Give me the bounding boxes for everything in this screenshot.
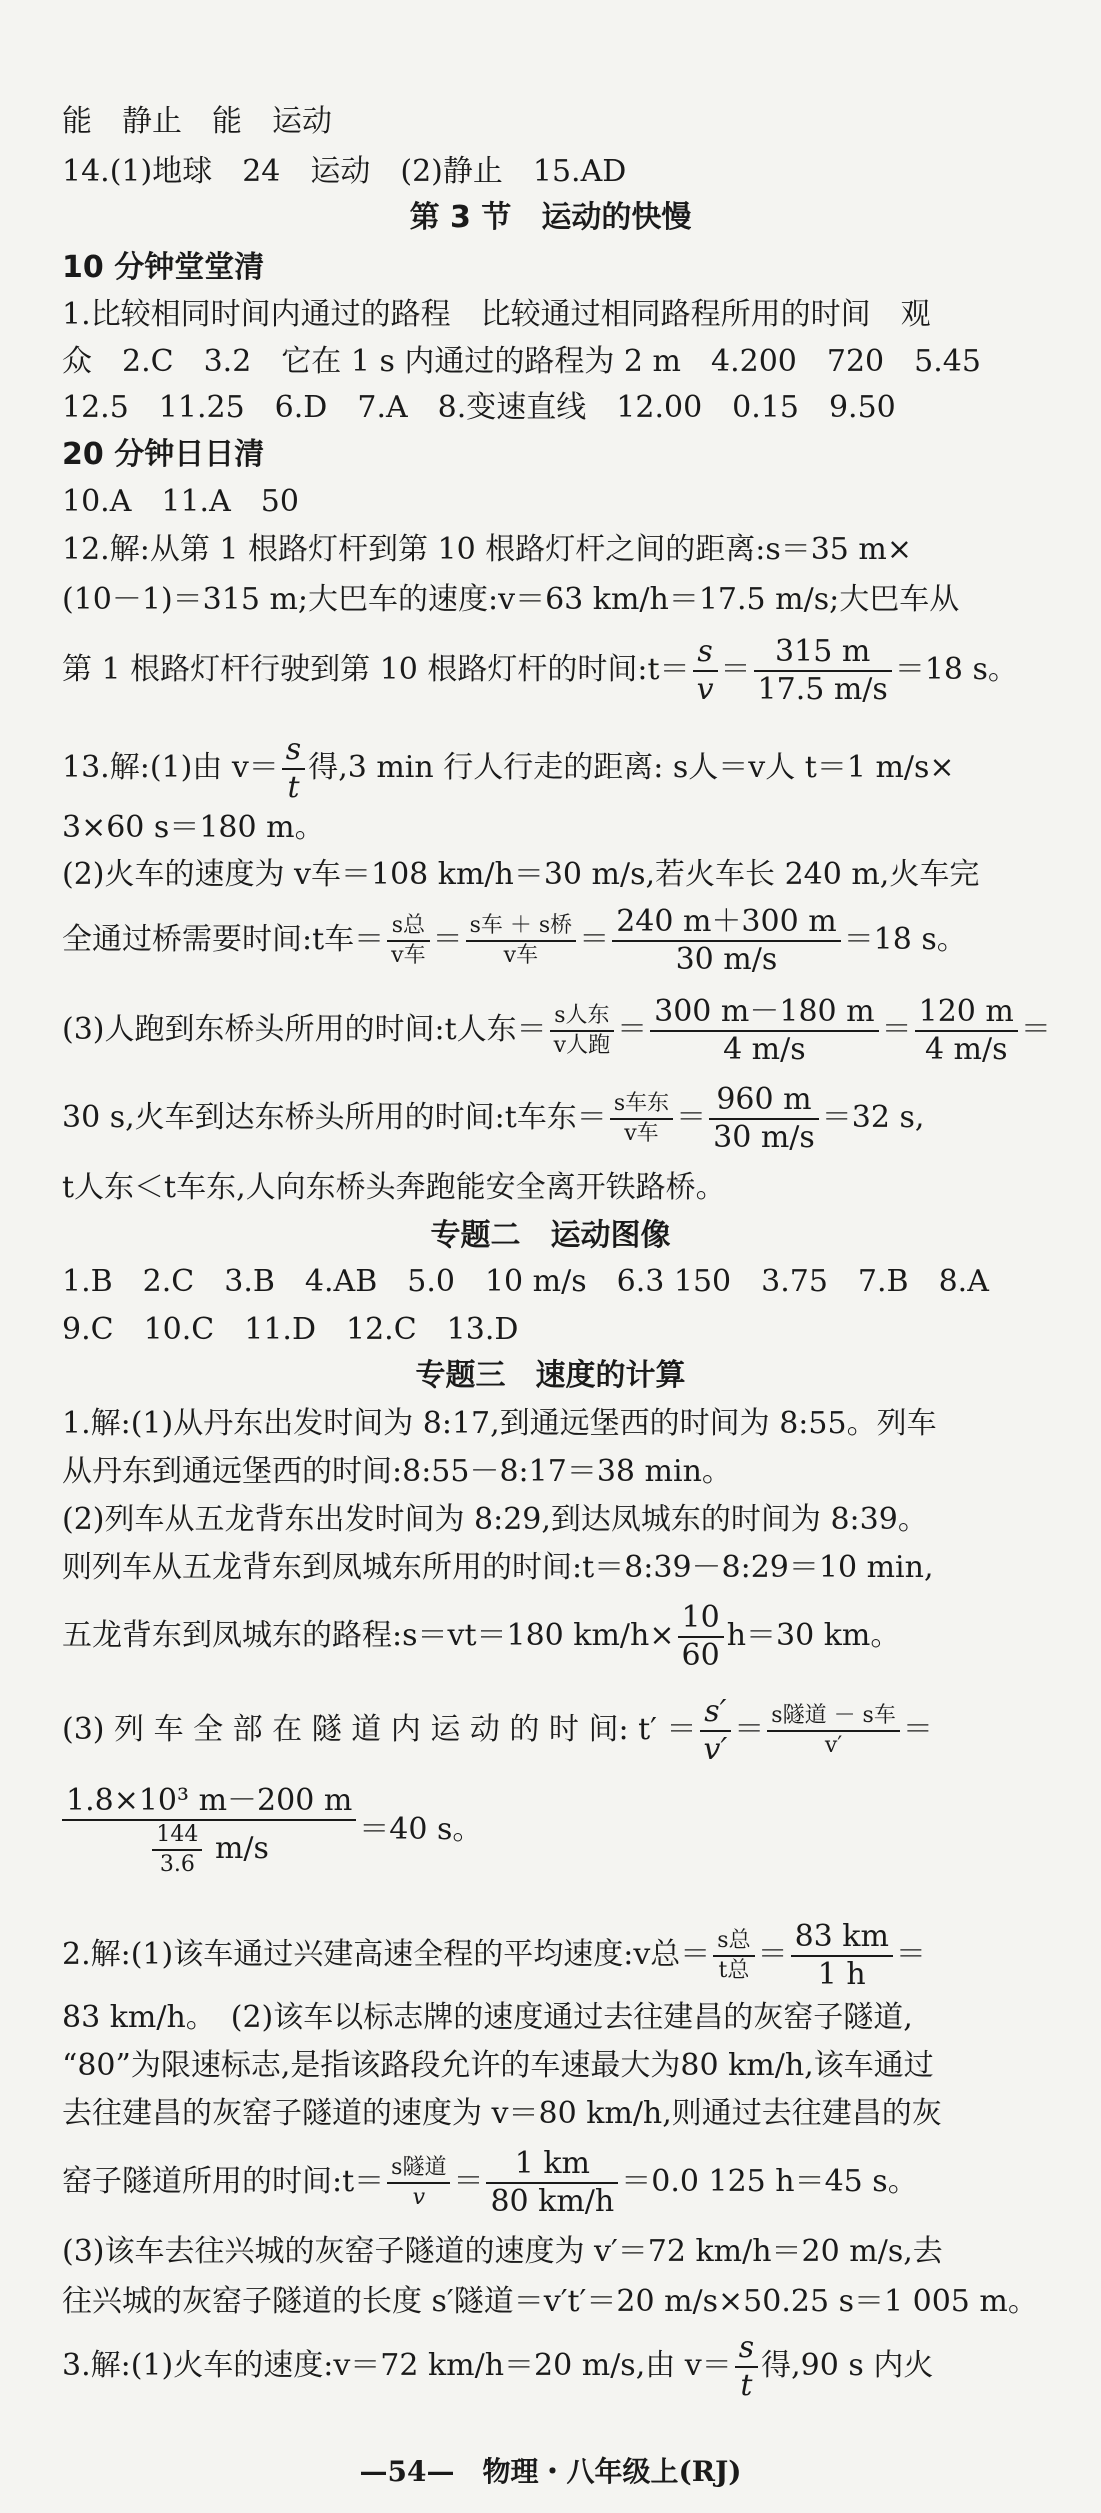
numerator: s车东 xyxy=(610,1090,673,1120)
numerator: s车 ＋ s桥 xyxy=(466,912,577,942)
text-span: ＝0.0 125 h＝45 s。 xyxy=(621,2164,918,2199)
text-line: 83 km/h。 (2)该车以标志牌的速度通过去往建昌的灰窑子隧道, xyxy=(62,2000,913,2035)
section-heading: 第 3 节 运动的快慢 xyxy=(409,200,692,235)
denominator: t xyxy=(287,770,300,805)
formula-line: 窑子隧道所用的时间:t＝ $\frac{\text{s隧道}}{v}$ ＝ $\frac{1 km}{80 km/h}$ ＝0.0 125 h＝45 s。 xyxy=(62,2146,918,2219)
text-line: (2)列车从五龙背东出发时间为 8:29,到达凤城东的时间为 8:39。 xyxy=(62,1502,928,1537)
text-line: 去往建昌的灰窑子隧道的速度为 v＝80 km/h,则通过去往建昌的灰 xyxy=(62,2096,942,2131)
text-line: 12.5 11.25 6.D 7.A 8.变速直线 12.00 0.15 9.50 xyxy=(62,390,896,425)
denominator: 4 m/s xyxy=(924,1032,1008,1067)
text-line: “80”为限速标志,是指该路段允许的车速最大为80 km/h,该车通过 xyxy=(62,2048,934,2083)
section-heading: 专题二 运动图像 xyxy=(430,1218,671,1253)
denominator: 4 m/s xyxy=(723,1032,806,1067)
formula-line: (3)人跑到东桥头所用的时间:t人东＝ $\frac{\text{s人东}}{\text{v人跑}}$ ＝ $\frac{300 m-180 m}{4 m/s}$ ＝ $\frac{120 m}{4 m/s}$ ＝ xyxy=(62,994,1051,1067)
unit: m/s xyxy=(214,1831,269,1866)
numerator: 1.8×10³ m－200 m xyxy=(62,1783,356,1821)
fraction xyxy=(791,1919,893,1993)
text-span: 五龙背东到凤城东的路程:s＝vt＝180 km/h× xyxy=(62,1618,675,1653)
numerator: s总 xyxy=(387,912,429,942)
text-line: 3×60 s＝180 m。 xyxy=(62,810,325,845)
denominator: 17.5 m/s xyxy=(757,672,888,707)
formula-line: 第 1 根路灯杆行驶到第 10 根路灯杆的时间:t＝ $\frac{s}{v}$ ＝ $\frac{315 m}{17.5 m/s}$ ＝18 s。 xyxy=(62,634,1018,707)
fraction xyxy=(466,912,577,970)
text-line: 能 静止 能 运动 xyxy=(62,104,332,139)
numerator: s人东 xyxy=(550,1002,614,1032)
denominator: t总 xyxy=(718,1958,750,1983)
text-line: 1.解:(1)从丹东出发时间为 8:17,到通远堡西的时间为 8:55。列车 xyxy=(62,1406,937,1441)
subheading: 20 分钟日日清 xyxy=(62,437,265,472)
text-line: 从丹东到通远堡西的时间:8:55－8:17＝38 min。 xyxy=(62,1454,732,1489)
numerator: 144 xyxy=(152,1821,202,1851)
text-span: ＝18 s。 xyxy=(843,922,967,957)
numerator: s隧道 xyxy=(387,2154,450,2184)
compound-fraction xyxy=(62,1783,356,1879)
formula-line: 2.解:(1)该车通过兴建高速全程的平均速度:v总＝ $\frac{\text{s总}}{\text{t总}}$ ＝ $\frac{83 km}{1 h}$ ＝ xyxy=(62,1919,926,1992)
denominator: v′ xyxy=(824,1733,843,1758)
fraction xyxy=(693,634,718,708)
text-span: 窑子隧道所用的时间:t＝ xyxy=(62,2164,385,2199)
fraction xyxy=(486,2146,618,2220)
fraction xyxy=(387,912,429,970)
denominator: v′ xyxy=(703,1732,728,1767)
text-line: 则列车从五龙背东到凤城东所用的时间:t＝8:39－8:29＝10 min, xyxy=(62,1550,934,1585)
formula-line: 全通过桥需要时间:t车＝ $\frac{\text{s总}}{\text{v车}}$ ＝ $\frac{\text{s车 ＋ s桥}}{\text{v车}}$ ＝ $\frac{240 m+300 m}{30 m/s}$ ＝18 s。 xyxy=(62,904,967,977)
text-span: (3)人跑到东桥头所用的时间:t人东＝ xyxy=(62,1012,547,1047)
numerator: s xyxy=(735,2330,758,2368)
fraction xyxy=(735,2330,758,2404)
fraction xyxy=(709,1082,819,1156)
text-span: 2.解:(1)该车通过兴建高速全程的平均速度:v总＝ xyxy=(62,1937,711,1972)
denominator: v车 xyxy=(624,1121,659,1146)
text-line: 往兴城的灰窑子隧道的长度 s′隧道＝v′t′＝20 m/s×50.25 s＝1 005 m。 xyxy=(62,2284,1038,2319)
fraction xyxy=(282,732,305,806)
text-span: h＝30 km。 xyxy=(726,1618,901,1653)
text-span: 第 1 根路灯杆行驶到第 10 根路灯杆的时间:t＝ xyxy=(62,652,690,687)
denominator: v车 xyxy=(391,943,426,968)
formula-line: 30 s,火车到达东桥头所用的时间:t车东＝ $\frac{\text{s车东}}{\text{v车}}$ ＝ $\frac{960 m}{30 m/s}$ ＝32 s, xyxy=(62,1082,925,1155)
numerator: 1 km xyxy=(486,2146,618,2184)
subheading: 10 分钟堂堂清 xyxy=(62,250,265,285)
formula-line xyxy=(62,2326,1071,2406)
numerator: s′ xyxy=(700,1694,732,1732)
text-span: ＝40 s。 xyxy=(359,1812,483,1847)
numerator: 300 m－180 m xyxy=(650,994,879,1032)
formula-line xyxy=(62,728,1071,808)
text-line: t人东＜t车东,人向东桥头奔跑能安全离开铁路桥。 xyxy=(62,1170,726,1205)
text-span: ＝18 s。 xyxy=(894,652,1018,687)
denominator: v xyxy=(696,672,714,707)
numerator: 10 xyxy=(678,1600,724,1638)
denominator: 3.6 xyxy=(159,1852,195,1877)
text-line: 10.A 11.A 50 xyxy=(62,484,299,519)
denominator: t xyxy=(740,2368,753,2403)
fraction xyxy=(550,1002,614,1060)
denominator xyxy=(62,1821,356,1879)
text-line: 众 2.C 3.2 它在 1 s 内通过的路程为 2 m 4.200 720 5.45 xyxy=(62,344,981,379)
text-span: 得,3 min 行人行走的距离: s人＝v人 t＝1 m/s× xyxy=(308,750,955,785)
fraction xyxy=(610,1090,673,1148)
text-span: 30 s,火车到达东桥头所用的时间:t车东＝ xyxy=(62,1100,607,1135)
fraction xyxy=(713,1927,754,1985)
fraction xyxy=(767,1702,900,1760)
fraction xyxy=(650,994,879,1068)
page-footer: —54— 物理・八年级上(RJ) xyxy=(359,2455,742,2488)
text-span: ＝32 s, xyxy=(821,1100,925,1135)
text-span: 得,90 s 内火 xyxy=(761,2348,934,2383)
numerator: 120 m xyxy=(915,994,1018,1032)
numerator: 83 km xyxy=(791,1919,893,1957)
text-line: 1.B 2.C 3.B 4.AB 5.0 10 m/s 6.3 150 3.75 7.B 8.A xyxy=(62,1264,989,1299)
numerator: 960 m xyxy=(709,1082,819,1120)
text-span: (3) 列 车 全 部 在 隧 道 内 运 动 的 时 间: t′ ＝ xyxy=(62,1712,697,1747)
text-line: (10－1)＝315 m;大巴车的速度:v＝63 km/h＝17.5 m/s;大巴车从 xyxy=(62,582,960,617)
denominator: 1 h xyxy=(817,1957,866,1992)
fraction xyxy=(387,2154,450,2212)
denominator: 80 km/h xyxy=(490,2184,615,2219)
fraction xyxy=(612,904,841,978)
text-span: 全通过桥需要时间:t车＝ xyxy=(62,922,385,957)
formula-line: (3) 列 车 全 部 在 隧 道 内 运 动 的 时 间: t′ ＝ $\frac{s'}{v'}$ ＝ $\frac{\text{s隧道 － s车}}{v'}$ ＝ xyxy=(62,1694,933,1767)
fraction xyxy=(678,1600,724,1674)
numerator: s隧道 － s车 xyxy=(767,1702,900,1732)
text-line: (2)火车的速度为 v车＝108 km/h＝30 m/s,若火车长 240 m,火车完 xyxy=(62,857,980,892)
section-heading: 专题三 速度的计算 xyxy=(415,1358,686,1393)
numerator: s总 xyxy=(713,1927,754,1957)
denominator: v车 xyxy=(503,943,539,968)
text-line: (3)该车去往兴城的灰窑子隧道的速度为 v′＝72 km/h＝20 m/s,去 xyxy=(62,2234,943,2269)
text-span: 13.解:(1)由 v＝ xyxy=(62,750,279,785)
numerator: s xyxy=(693,634,718,672)
text-span: 3.解:(1)火车的速度:v＝72 km/h＝20 m/s,由 v＝ xyxy=(62,2348,732,2383)
fraction xyxy=(700,1694,732,1768)
fraction xyxy=(754,634,892,708)
text-line: 1.比较相同时间内通过的路程 比较通过相同路程所用的时间 观 xyxy=(62,297,931,332)
fraction xyxy=(915,994,1018,1068)
numerator: 315 m xyxy=(754,634,892,672)
numerator: s xyxy=(282,732,305,770)
text-line: 12.解:从第 1 根路灯杆到第 10 根路灯杆之间的距离:s＝35 m× xyxy=(62,532,913,567)
text-line: 9.C 10.C 11.D 12.C 13.D xyxy=(62,1312,519,1347)
denominator: 30 m/s xyxy=(713,1120,815,1155)
fraction xyxy=(152,1821,202,1879)
numerator: 240 m＋300 m xyxy=(612,904,841,942)
denominator: 60 xyxy=(681,1638,720,1673)
denominator: v xyxy=(412,2185,426,2210)
denominator: v人跑 xyxy=(553,1033,611,1058)
text-line: 14.(1)地球 24 运动 (2)静止 15.AD xyxy=(62,154,627,189)
formula-line xyxy=(62,1596,1071,1676)
denominator: 30 m/s xyxy=(675,942,778,977)
formula-line xyxy=(62,1775,1071,1885)
